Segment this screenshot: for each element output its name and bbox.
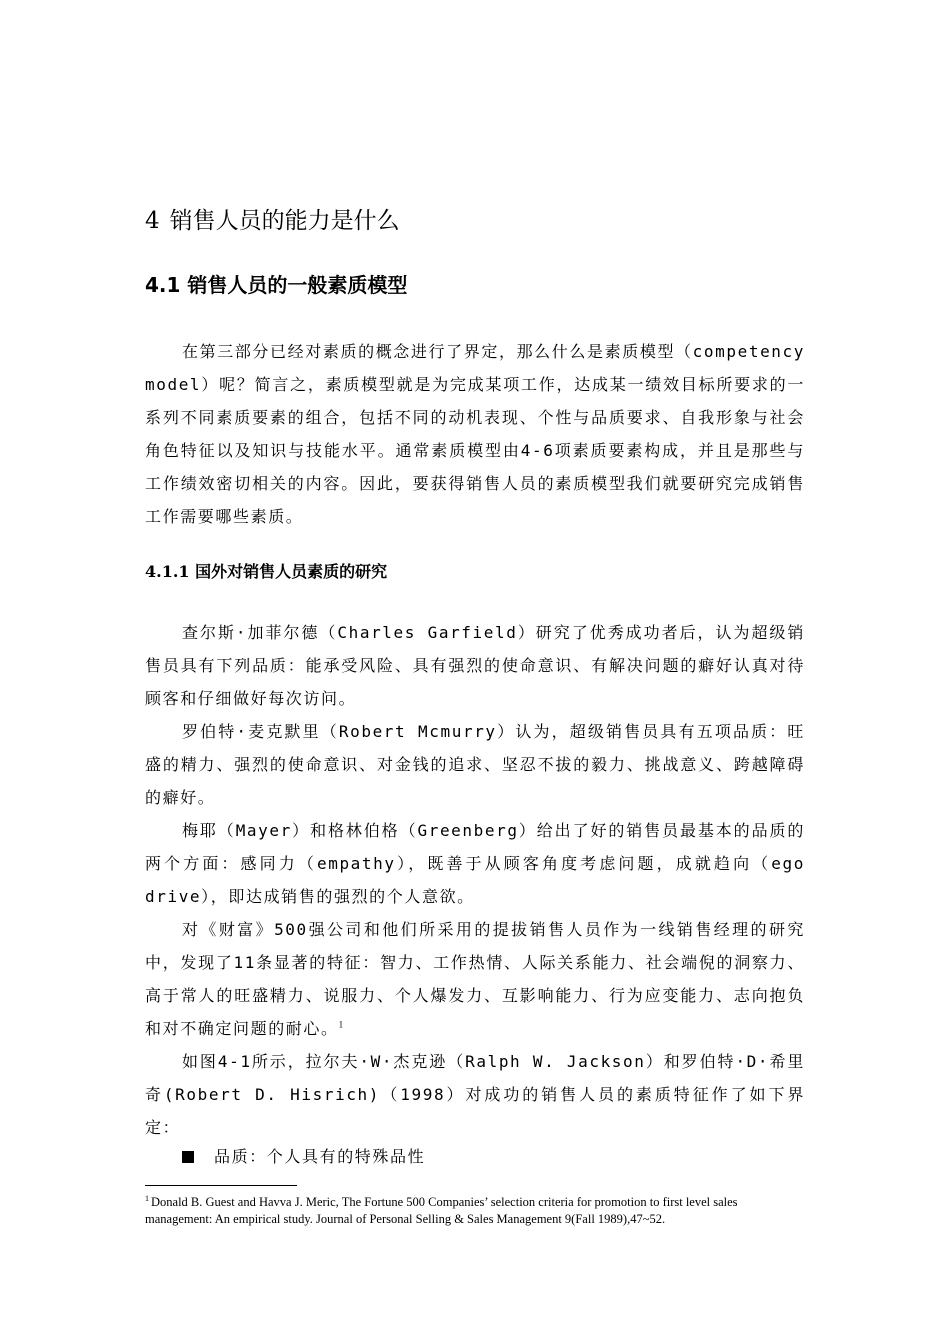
footnote-marker: 1 — [145, 1193, 149, 1203]
intro-paragraph: 在第三部分已经对素质的概念进行了界定，那么什么是素质模型（competency model）呢？简言之，素质模型就是为完成某项工作，达成某一绩效目标所要求的一系列不同素质要素的组合，包括不同的动机表现、个性与品质要求、自我形象与社会角色特征以及知识与技能水平。通常素质模型由4-6项素质要素构成，并且是那些与工作绩效密切相关的内容。因此，要获得销售人员的素质模型我们就要研究完成销售工作需要哪些素质。 — [145, 342, 805, 526]
footnote-text: Donald B. Guest and Havva J. Meric, The Fortune 500 Companies’ selection criteria for promotion to first level sales management: An empirical study. Journal of Personal Selling & Sales Management 9(Fall 1989),47~52. — [145, 1195, 738, 1226]
intro-block — [145, 335, 805, 533]
bullet-list-item — [182, 1140, 425, 1173]
paragraph-garfield: 查尔斯·加菲尔德（Charles Garfield）研究了优秀成功者后，认为超级销售员具有下列品质：能承受风险、具有强烈的使命意识、有解决问题的癖好认真对待顾客和仔细做好每次访问。 — [145, 623, 805, 708]
paragraph-fortune — [145, 913, 805, 1045]
chapter-heading — [145, 205, 400, 237]
footnote — [145, 1194, 807, 1228]
paragraph-mcmurry: 罗伯特·麦克默里（Robert Mcmurry）认为，超级销售员具有五项品质：旺盛的精力、强烈的使命意识、对金钱的追求、坚忍不拔的毅力、挑战意义、跨越障碍的癖好。 — [145, 722, 805, 807]
square-bullet-icon — [182, 1151, 194, 1163]
paragraph-fortune-text: 对《财富》500强公司和他们所采用的提拔销售人员作为一线销售经理的研究中，发现了11条显著的特征：智力、工作热情、人际关系能力、社会端倪的洞察力、高于常人的旺盛精力、说服力、个人爆发力、互影响能力、行为应变能力、志向抱负和对不确定问题的耐心。 — [145, 920, 805, 1038]
footnote-reference: 1 — [338, 1019, 344, 1030]
subsection-heading: 4.1.1 国外对销售人员素质的研究 — [145, 562, 388, 581]
bullet-text: 品质：个人具有的特殊品性 — [214, 1147, 426, 1166]
chapter-title: 销售人员的能力是什么 — [169, 208, 400, 234]
paragraph-mayer: 梅耶（Mayer）和格林伯格（Greenberg）给出了好的销售员最基本的品质的两个方面：感同力（empathy），既善于从顾客角度考虑问题，成就趋向（ego drive），即达成销售的强烈的个人意欲。 — [145, 821, 805, 906]
footnote-separator — [145, 1185, 297, 1186]
chapter-number: 4 — [145, 208, 160, 234]
section-heading: 4.1 销售人员的一般素质模型 — [145, 273, 408, 297]
paragraph-jackson: 如图4-1所示，拉尔夫·W·杰克逊（Ralph W. Jackson）和罗伯特·D·希里奇(Robert D. Hisrich)（1998）对成功的销售人员的素质特征作了如下界定： — [145, 1052, 805, 1137]
research-block — [145, 616, 805, 1144]
